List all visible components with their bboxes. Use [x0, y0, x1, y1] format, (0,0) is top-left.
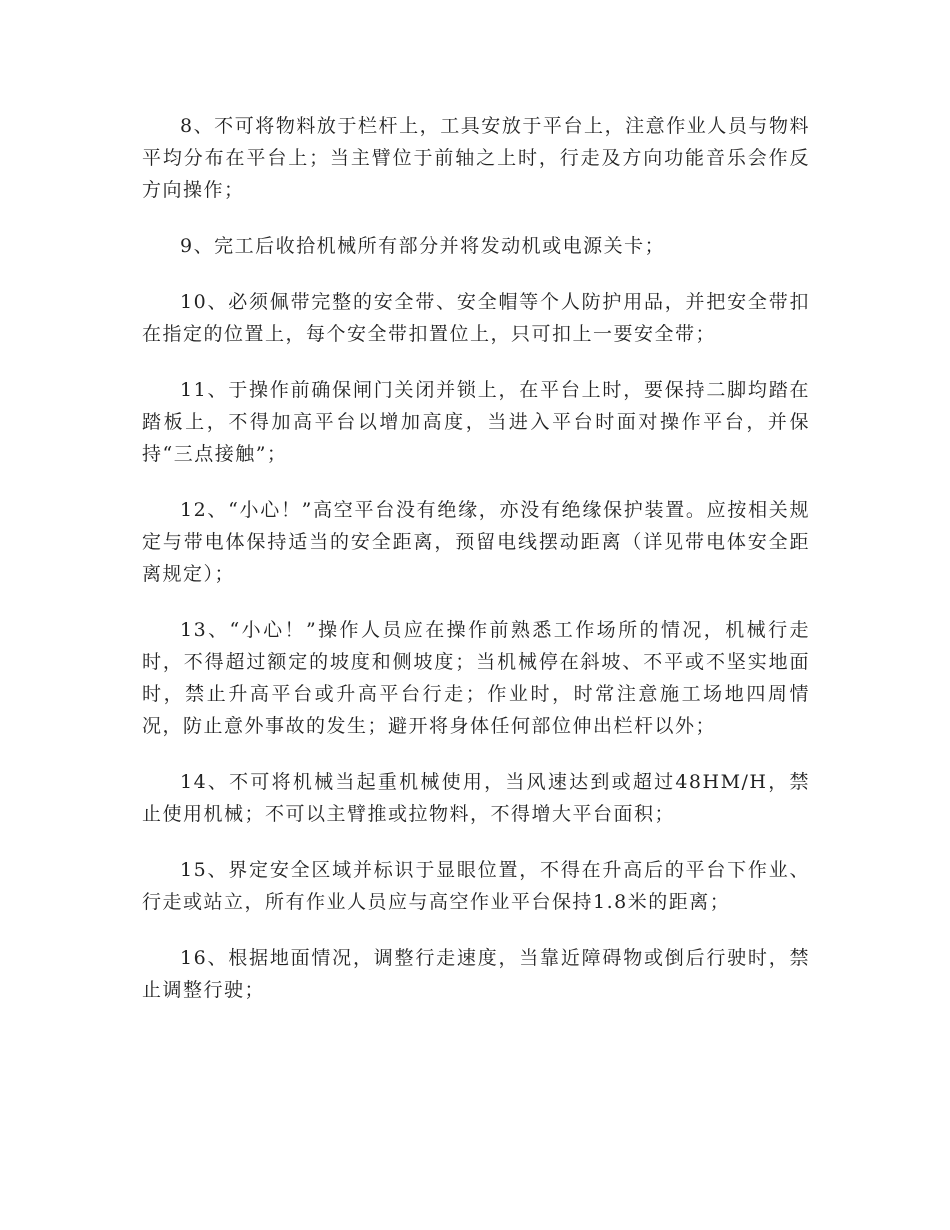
paragraph-item-13: 13、“小心！”操作人员应在操作前熟悉工作场所的情况，机械行走时，不得超过额定的坡度和侧坡度；当机械停在斜坡、不平或不坚实地面时，禁止升高平台或升高平台行走；作业时，时常注意施工场地四周情况，防止意外事故的发生；避开将身体任何部位伸出栏杆以外；	[142, 619, 810, 737]
paragraph-item-9: 9、完工后收拾机械所有部分并将发动机或电源关卡；	[180, 235, 666, 257]
paragraph-item-8: 8、不可将物料放于栏杆上，工具安放于平台上，注意作业人员与物料平均分布在平台上；当主臂位于前轴之上时，行走及方向功能音乐会作反方向操作；	[142, 115, 810, 201]
paragraph-item-11: 11、于操作前确保闸门关闭并锁上，在平台上时，要保持二脚均踏在踏板上，不得加高平台以增加高度，当进入平台时面对操作平台，并保持“三点接触”；	[142, 379, 810, 465]
paragraph-item-12: 12、“小心！”高空平台没有绝缘，亦没有绝缘保护装置。应按相关规定与带电体保持适当的安全距离，预留电线摆动距离（详见带电体安全距离规定）；	[142, 499, 810, 585]
paragraph-item-14: 14、不可将机械当起重机械使用，当风速达到或超过48HM/H，禁止使用机械；不可以主臂推或拉物料，不得增大平台面积；	[142, 771, 810, 825]
paragraph-item-10: 10、必须佩带完整的安全带、安全帽等个人防护用品，并把安全带扣在指定的位置上，每个安全带扣置位上，只可扣上一要安全带；	[142, 291, 810, 345]
document-body	[142, 110, 810, 1030]
paragraph-item-15: 15、界定安全区域并标识于显眼位置，不得在升高后的平台下作业、行走或站立，所有作业人员应与高空作业平台保持1.8米的距离；	[142, 859, 810, 913]
paragraph-item-16: 16、根据地面情况，调整行走速度，当靠近障碍物或倒后行驶时，禁止调整行驶；	[142, 947, 810, 1001]
